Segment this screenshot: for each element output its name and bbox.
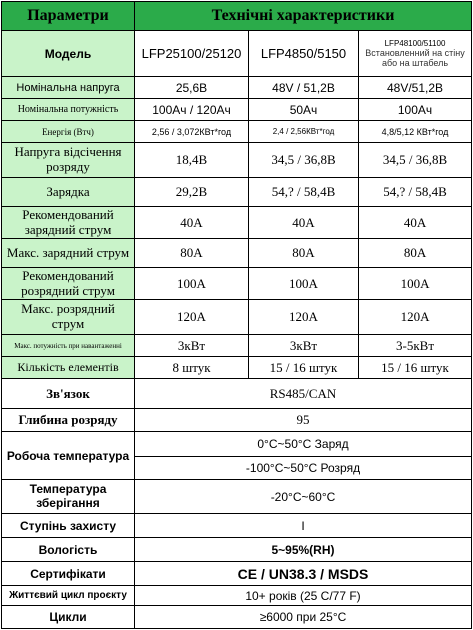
cell-value: CE / UN38.3 / MSDS bbox=[135, 562, 472, 586]
header-params: Параметри bbox=[2, 2, 135, 31]
cell-value: 120A bbox=[135, 300, 249, 335]
table-row bbox=[2, 121, 472, 143]
model-3-note: Встановленний на стіну або на штабель bbox=[365, 47, 465, 69]
table-row bbox=[2, 409, 472, 432]
cell-value: 80A bbox=[135, 239, 249, 268]
cell-value: 50Ач bbox=[249, 99, 359, 121]
cell-value: 54,? / 58,4В bbox=[359, 178, 472, 207]
table-row bbox=[2, 99, 472, 121]
cell-value: 15 / 16 штук bbox=[359, 357, 472, 379]
row-label: Макс. потужність при навантаженні bbox=[2, 335, 135, 357]
spec-table bbox=[1, 1, 472, 629]
header-specs: Технічні характеристики bbox=[135, 2, 472, 31]
cell-value: 3кВт bbox=[249, 335, 359, 357]
cell-value: 34,5 / 36,8В bbox=[249, 143, 359, 178]
cell-value: 100Ач / 120Ач bbox=[135, 99, 249, 121]
table-row bbox=[2, 606, 472, 629]
cell-value: 10+ років (25 C/77 F) bbox=[135, 586, 472, 606]
model-1: LFP25100/25120 bbox=[135, 31, 249, 77]
cell-value: 3кВт bbox=[135, 335, 249, 357]
cell-value: 54,? / 58,4В bbox=[249, 178, 359, 207]
model-3-name: LFP48100/51100 bbox=[384, 38, 446, 48]
row-label: Кількість елементів bbox=[2, 357, 135, 379]
table-row bbox=[2, 562, 472, 586]
cell-value: 120A bbox=[359, 300, 472, 335]
model-3-cell bbox=[359, 31, 472, 77]
row-label: Рекомендований зарядний струм bbox=[2, 207, 135, 239]
cell-value: 34,5 / 36,8В bbox=[359, 143, 472, 178]
cell-value: 40A bbox=[359, 207, 472, 239]
table-row bbox=[2, 335, 472, 357]
table-row bbox=[2, 178, 472, 207]
row-label: Напруга відсічення розряду bbox=[2, 143, 135, 178]
cell-value: I bbox=[135, 514, 472, 538]
row-label: Зарядка bbox=[2, 178, 135, 207]
cell-value: 48V/51,2В bbox=[359, 77, 472, 99]
row-label: Макс. розрядний струм bbox=[2, 300, 135, 335]
cell-value: 100A bbox=[249, 268, 359, 300]
table-row bbox=[2, 357, 472, 379]
row-label: Робоча температура bbox=[2, 432, 135, 480]
table-row bbox=[2, 514, 472, 538]
cell-value: ≥6000 при 25°C bbox=[135, 606, 472, 629]
cell-value: 15 / 16 штук bbox=[249, 357, 359, 379]
cell-value: 100Ач bbox=[359, 99, 472, 121]
row-label: Температура зберігання bbox=[2, 480, 135, 514]
table-row bbox=[2, 480, 472, 514]
table-row bbox=[2, 31, 472, 77]
cell-value: 0°C~50°C Заряд bbox=[135, 432, 472, 457]
table-row bbox=[2, 268, 472, 300]
cell-value: RS485/CAN bbox=[135, 379, 472, 409]
table-row bbox=[2, 77, 472, 99]
table-row bbox=[2, 207, 472, 239]
cell-value: 2,4 / 2,56КВт*год bbox=[249, 121, 359, 143]
row-label: Життєвий цикл проєкту bbox=[2, 586, 135, 606]
model-2: LFP4850/5150 bbox=[249, 31, 359, 77]
table-row bbox=[2, 432, 472, 457]
cell-value: 80A bbox=[249, 239, 359, 268]
row-label: Зв'язок bbox=[2, 379, 135, 409]
cell-value: 100A bbox=[135, 268, 249, 300]
row-label: Макс. зарядний струм bbox=[2, 239, 135, 268]
cell-value: 95 bbox=[135, 409, 472, 432]
cell-value: 80A bbox=[359, 239, 472, 268]
cell-value: -100°C~50°C Розряд bbox=[135, 457, 472, 480]
table-row bbox=[2, 586, 472, 606]
table-row bbox=[2, 239, 472, 268]
row-label: Вологість bbox=[2, 538, 135, 562]
cell-value: 2,56 / 3,072КВт*год bbox=[135, 121, 249, 143]
cell-value: 40A bbox=[135, 207, 249, 239]
table-row bbox=[2, 538, 472, 562]
row-label: Номінальна потужність bbox=[2, 99, 135, 121]
cell-value: 4,8/5,12 КВт*год bbox=[359, 121, 472, 143]
table-row bbox=[2, 143, 472, 178]
cell-value: 48V / 51,2В bbox=[249, 77, 359, 99]
cell-value: -20°C~60°C bbox=[135, 480, 472, 514]
row-label: Енергія (Втч) bbox=[2, 121, 135, 143]
row-label: Ступінь захисту bbox=[2, 514, 135, 538]
cell-value: 100A bbox=[359, 268, 472, 300]
row-label: Рекомендований розрядний струм bbox=[2, 268, 135, 300]
row-label-model: Модель bbox=[2, 31, 135, 77]
row-label: Глибина розряду bbox=[2, 409, 135, 432]
row-label: Сертифікати bbox=[2, 562, 135, 586]
cell-value: 40A bbox=[249, 207, 359, 239]
table-row bbox=[2, 300, 472, 335]
cell-value: 25,6В bbox=[135, 77, 249, 99]
table-header-row bbox=[2, 2, 472, 31]
cell-value: 3-5кВт bbox=[359, 335, 472, 357]
cell-value: 5~95%(RH) bbox=[135, 538, 472, 562]
cell-value: 120A bbox=[249, 300, 359, 335]
cell-value: 29,2В bbox=[135, 178, 249, 207]
row-label: Цикли bbox=[2, 606, 135, 629]
cell-value: 8 штук bbox=[135, 357, 249, 379]
cell-value: 18,4В bbox=[135, 143, 249, 178]
table-row bbox=[2, 379, 472, 409]
row-label: Номінальна напруга bbox=[2, 77, 135, 99]
